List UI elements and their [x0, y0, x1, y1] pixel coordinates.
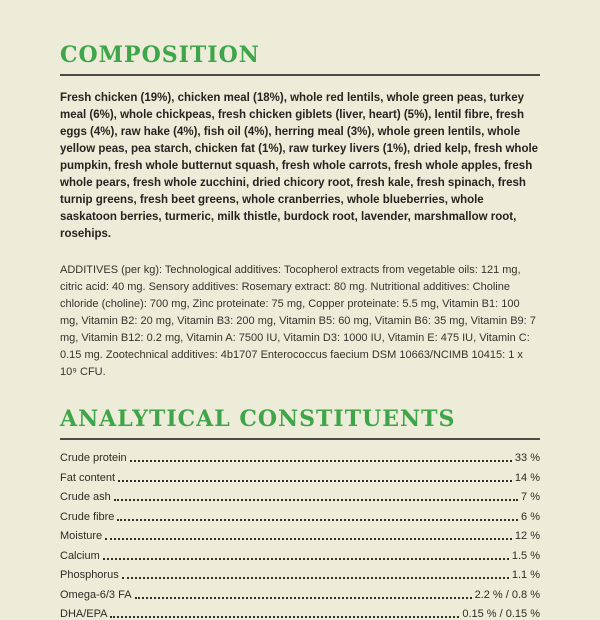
- constituent-value: 12 %: [514, 530, 540, 542]
- dot-leader: [130, 460, 512, 462]
- dot-leader: [105, 538, 512, 540]
- constituent-label: Crude protein: [60, 452, 127, 464]
- constituent-value: 33 %: [514, 452, 540, 464]
- analytical-row: [60, 472, 540, 484]
- constituents-table: [60, 452, 540, 620]
- constituent-label: Moisture: [60, 530, 103, 542]
- constituent-value: 7 %: [521, 491, 540, 503]
- composition-divider: [60, 74, 540, 76]
- analytical-row: [60, 452, 540, 464]
- constituent-value: 1.5 %: [511, 549, 540, 562]
- analytical-row: [60, 608, 540, 620]
- analytical-title: ANALYTICAL CONSTITUENTS: [60, 406, 456, 432]
- analytical-row: [60, 569, 540, 581]
- constituent-value: 2.2 % / 0.8 %: [474, 588, 540, 601]
- dot-leader: [110, 616, 459, 618]
- constituent-label: Calcium: [60, 549, 100, 562]
- constituent-label: Crude ash: [60, 491, 111, 503]
- constituent-label: Fat content: [60, 471, 116, 484]
- constituent-value: 14 %: [514, 471, 540, 484]
- analytical-row: [60, 511, 540, 523]
- dot-leader: [117, 519, 518, 521]
- dot-leader: [118, 480, 512, 482]
- analytical-row: [60, 491, 540, 503]
- constituent-value: 0.15 % / 0.15 %: [462, 608, 540, 620]
- constituent-value: 1.1 %: [511, 569, 540, 581]
- dot-leader: [135, 597, 472, 599]
- additives-text: ADDITIVES (per kg): Technological additives: Tocopherol extracts from vegetable oils: 121 mg, citric acid: 40 mg. Sensory additives: Rosemary extract: 80 mg. Nutritional additives: Choline chloride (choline): 700 mg, Zinc proteinate: 75 mg, Copper proteinate: 5.5 mg, Vitamin B1: 100 mg, Vitamin B2: 20 mg, Vitamin B3: 200 mg, Vitamin B5: 60 mg, Vitamin B6: 35 mg, Vitamin B9: 7 mg, Vitamin B12: 0.2 mg, Vitamin A: 7500 IU, Vitamin D3: 1000 IU, Vitamin E: 475 IU, Vitamin C: 0.15 mg. Zootechnical additives: 4b1707 Enterococcus faecium DSM 10663/NCIMB 10415: 1 x 10⁹ CFU.: [60, 264, 536, 378]
- constituent-label: Phosphorus: [60, 569, 119, 581]
- composition-title: COMPOSITION: [60, 42, 260, 68]
- constituent-label: Omega-6/3 FA: [60, 588, 132, 601]
- dot-leader: [103, 558, 509, 560]
- constituent-label: DHA/EPA: [60, 608, 108, 620]
- constituent-label: Crude fibre: [60, 510, 115, 523]
- constituent-value: 6 %: [521, 510, 540, 523]
- dot-leader: [122, 577, 509, 579]
- analytical-row: [60, 530, 540, 542]
- analytical-row: [60, 589, 540, 601]
- dot-leader: [114, 499, 518, 501]
- analytical-row: [60, 550, 540, 562]
- composition-section: [60, 44, 540, 381]
- analytical-divider: [60, 438, 540, 440]
- analytical-section: [60, 408, 540, 620]
- ingredients-text: Fresh chicken (19%), chicken meal (18%), whole red lentils, whole green peas, turkey meal (6%), whole chickpeas, fresh chicken giblets (liver, heart) (5%), lentil fibre, fresh eggs (4%), raw hake (4%), fish oil (4%), herring meal (3%), whole green lentils, whole yellow peas, pea starch, chicken fat (1%), raw turkey livers (1%), dried kelp, fresh whole pumpkin, fresh whole butternut squash, fresh whole carrots, fresh whole apples, fresh whole pears, fresh whole zucchini, dried chicory root, fresh kale, fresh spinach, fresh turnip greens, fresh beet greens, whole cranberries, whole blueberries, whole saskatoon berries, turmeric, milk thistle, burdock root, lavender, marshmallow root, rosehips.: [60, 92, 539, 240]
